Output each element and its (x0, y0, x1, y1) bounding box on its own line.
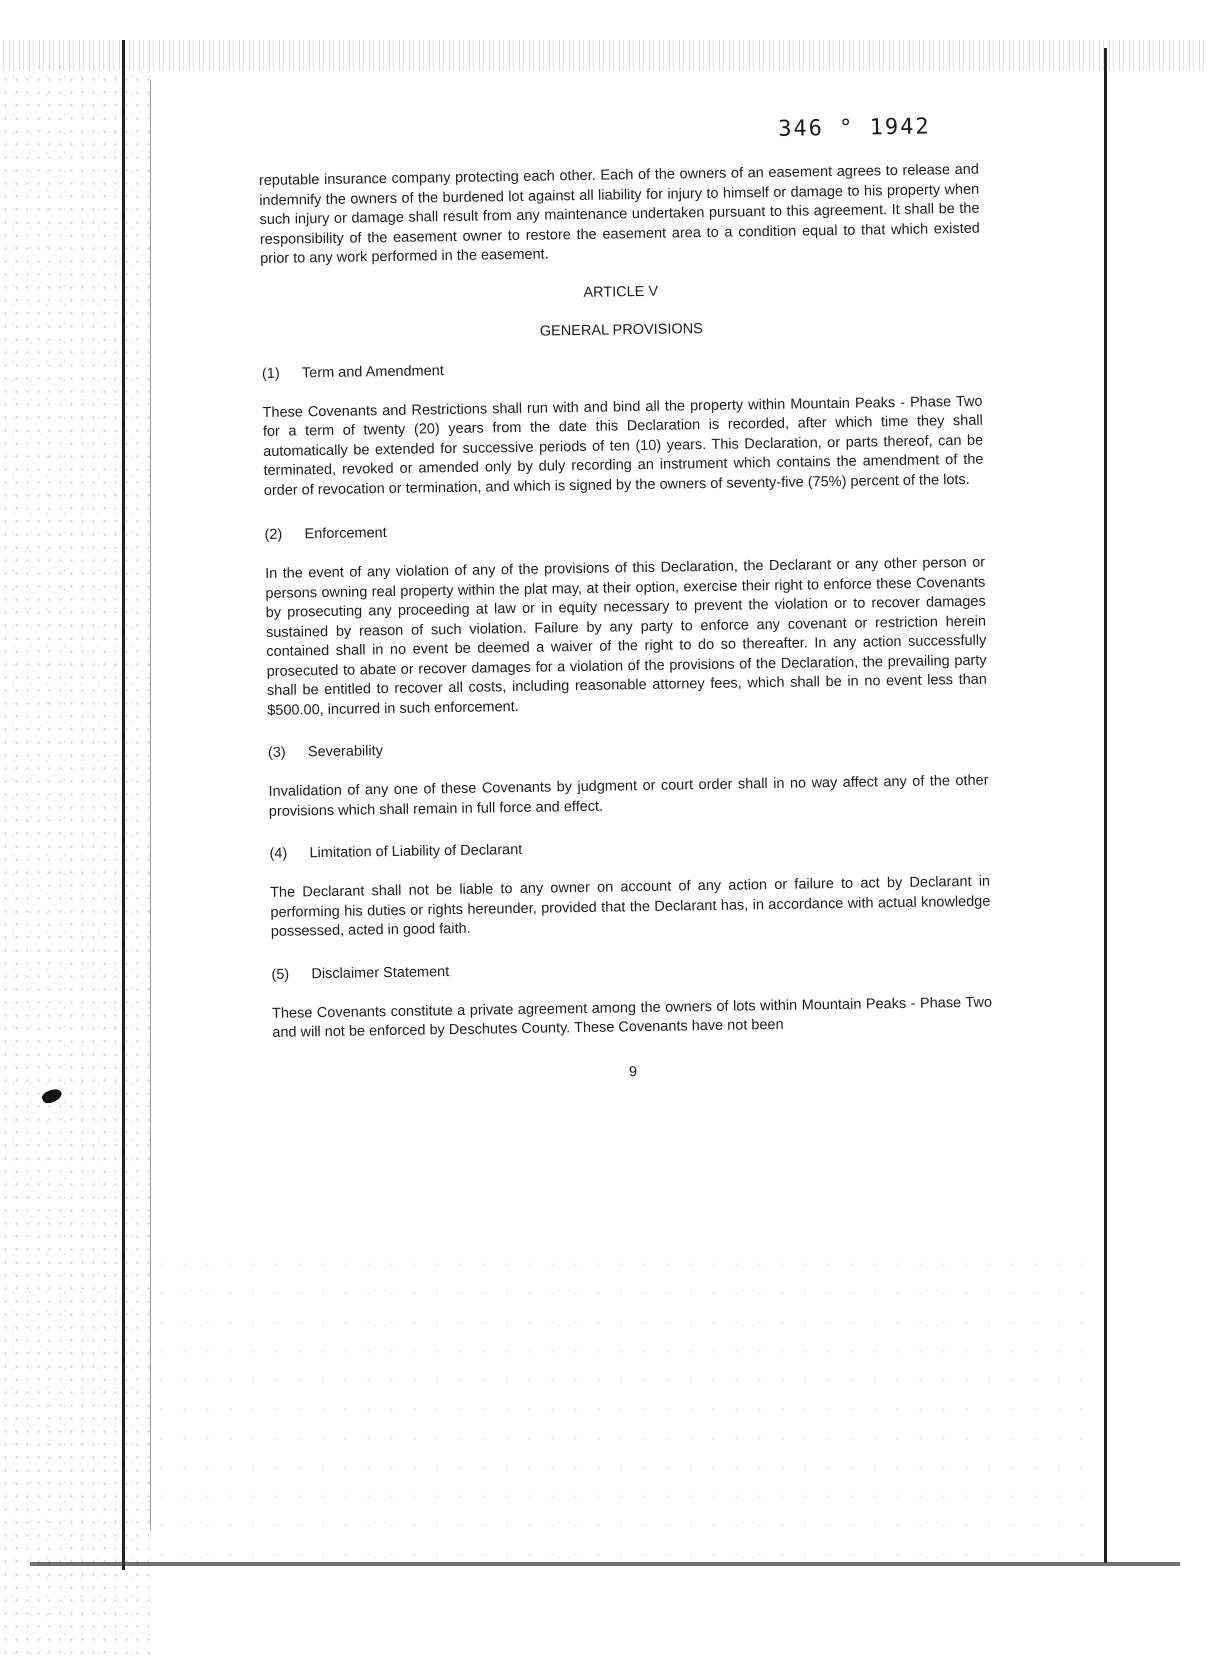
section-1 (262, 354, 984, 501)
section-number: (1) (261, 365, 280, 382)
section-heading (269, 835, 989, 862)
section-body: In the event of any violation of any of the provisions of this Declaration, the Declarant or any other person or persons owning real property within the plat may, at their option, exercise their right to enforce these Covenants by prosecuting any proceeding at law or in equity necessary to prevent the violation or to recover damages sustained by reason of such violation. Failure by any party to enforce any covenant or restriction herein contained shall in no event be deemed a waiver of the right to do so thereafter. In any action successfully prosecuted to abate or recover damages for a violation of the provisions of the Declaration, the prevailing party shall be entitled to recover all costs, including reasonable attorney fees, which shall be in no event less than $500.00, incurred in such enforcement. (265, 554, 988, 719)
section-heading (271, 955, 991, 982)
intro-paragraph: reputable insurance company protecting each other. Each of the owners of an easement agrees to release and indemnify the owners of the burdened lot against all liability for injury to himself or damage to his property when such injury or damage shall result from any maintenance undertaken pursuant to this agreement. It shall be the responsibility of the easement owner to restore the easement area to a condition equal to that which existed prior to any work performed in the easement. (258, 161, 980, 267)
section-number: (3) (267, 744, 286, 761)
scan-speckle-left (0, 60, 150, 1660)
article-subtitle: GENERAL PROVISIONS (539, 320, 703, 340)
section-number: (2) (264, 526, 283, 543)
section-2 (264, 516, 987, 721)
section-3 (268, 734, 989, 822)
section-title: Disclaimer Statement (311, 963, 450, 982)
document-page (258, 109, 993, 1086)
section-number: (4) (269, 845, 288, 862)
scan-edge-bottom (30, 1562, 1180, 1566)
scan-edge-right (1104, 48, 1107, 1563)
section-body: Invalidation of any one of these Covenants by judgment or court order shall in no way affect any of the other provisions which shall remain in full force and effect. (268, 772, 989, 820)
section-body: These Covenants and Restrictions shall run with and bind all the property within Mountain Peaks - Phase Two for a term of twenty (20) years from the date this Declaration is recorded, after which time they shall automatically be extended for successive periods of ten (10) years. This Declaration, or parts thereof, can be terminated, revoked or amended only by duly recording an instrument which contains the amendment of the order of revocation or termination, and which is signed by the owners of seventy-five (75%) percent of the lots. (262, 393, 984, 499)
section-heading (262, 354, 982, 381)
article-title: ARTICLE V (583, 283, 659, 301)
page-number: 9 (628, 1063, 638, 1080)
section-heading (264, 516, 984, 543)
section-5 (271, 955, 992, 1043)
scan-edge-left-inner (150, 80, 151, 1530)
section-title: Term and Amendment (301, 362, 444, 381)
recording-number: 346 ° 1942 (778, 114, 931, 142)
section-title: Severability (307, 743, 384, 761)
section-number: (5) (271, 966, 290, 983)
scan-speckle-bottom (150, 1250, 1100, 1560)
section-body: The Declarant shall not be liable to any owner on account of any action or failure to act by Declarant in performing his duties or rights hereunder, provided that the Declarant has, in accordance with actual knowledge possessed, acted in good faith. (270, 873, 991, 940)
section-4 (269, 835, 990, 943)
scan-edge-top (0, 40, 1209, 70)
scan-edge-left (122, 40, 125, 1570)
section-title: Enforcement (304, 525, 387, 543)
section-body: These Covenants constitute a private agreement among the owners of lots within Mountain Peaks - Phase Two and will not be enforced by Deschutes County. These Covenants have not been (271, 994, 993, 1041)
section-heading (268, 734, 988, 761)
section-title: Limitation of Liability of Declarant (309, 841, 523, 862)
